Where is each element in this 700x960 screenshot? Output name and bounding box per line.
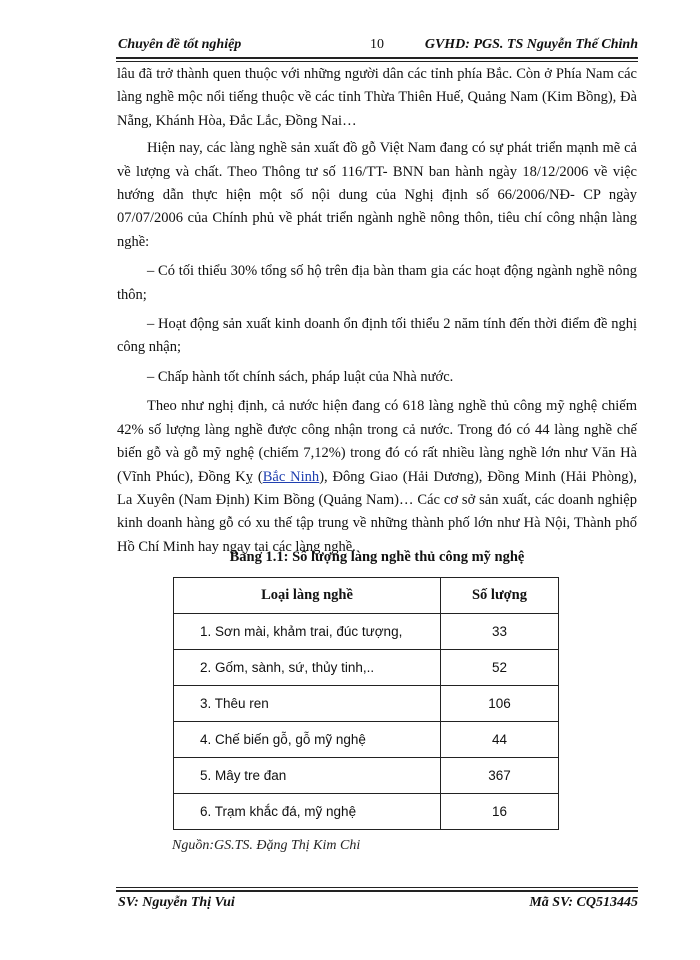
footer-student-name: SV: Nguyễn Thị Vui bbox=[118, 895, 235, 910]
paragraph-3-text-a: Theo như nghị định, cả nước hiện đang có 618 làng nghề thủ công mỹ nghệ chiếm 42% số lượng làng nghề được công nhận trong cả nước. Trong đó có 44 làng nghề chế biến gỗ và gỗ mỹ nghệ (chiếm 7,12%) trong đó có rất nhiều làng nghề lớn như Văn Hà (Vĩnh Phúc), Đồng Kỵ ( bbox=[117, 398, 637, 485]
row-type: 6. Trạm khắc đá, mỹ nghệ bbox=[174, 794, 441, 830]
row-count: 16 bbox=[441, 794, 559, 830]
header-rule-thick bbox=[116, 57, 638, 59]
paragraph-3 bbox=[117, 395, 637, 559]
page-footer bbox=[118, 895, 638, 911]
criteria-item-1: – Có tối thiểu 30% tổng số hộ trên địa bàn tham gia các hoạt động ngành nghề nông thôn; bbox=[117, 263, 637, 303]
page-number: 10 bbox=[370, 37, 384, 52]
table-caption: Bảng 1.1: Số lượng làng nghề thủ công mỹ nghệ bbox=[229, 549, 525, 565]
table-row bbox=[174, 722, 559, 758]
header-rule-thin bbox=[116, 61, 638, 62]
paragraph-2: Hiện nay, các làng nghề sản xuất đồ gỗ Việt Nam đang có sự phát triển mạnh mẽ cả về lượng và chất. Theo Thông tư số 116/TT- BNN ban hành ngày 18/12/2006 về việc hướng dẫn thực hiện một số nội dung của Nghị định số 66/2006/NĐ- CP ngày 07/07/2006 của Chính phủ về phát triển ngành nghề nông thôn, tiêu chí công nhận làng nghề: bbox=[117, 140, 637, 250]
page-header bbox=[118, 33, 638, 55]
header-title: Chuyên đề tốt nghiệp bbox=[118, 37, 242, 52]
row-count: 52 bbox=[441, 650, 559, 686]
row-type: 1. Sơn mài, khảm trai, đúc tượng, bbox=[174, 614, 441, 650]
table-row bbox=[174, 686, 559, 722]
row-count: 44 bbox=[441, 722, 559, 758]
footer-rule-thin bbox=[116, 887, 638, 888]
footer-student-id: Mã SV: CQ513445 bbox=[529, 895, 638, 910]
paragraph-3-text-b: ), Đông Giao (Hải Dương), Đồng Minh (Hải Phòng), La Xuyên (Nam Định) Kim Bồng (Quảng Nam)… Các cơ sở sản xuất, các doanh nghiệp kinh doanh hàng gỗ có xu thế tập trung về những thành phố lớn như Hà Nội, Thành phố Hồ Chí Minh hay ngay tại các làng nghề. bbox=[117, 468, 637, 555]
column-header-type: Loại làng nghề bbox=[174, 578, 441, 614]
table-row bbox=[174, 614, 559, 650]
header-supervisor: GVHD: PGS. TS Nguyễn Thế Chinh bbox=[424, 37, 638, 52]
table-header-row bbox=[174, 578, 559, 614]
paragraph-1: lâu đã trở thành quen thuộc với những người dân các tỉnh phía Bắc. Còn ở Phía Nam các làng nghề mộc nổi tiếng thuộc về các tỉnh Thừa Thiên Huế, Quảng Nam (Kim Bồng), Đà Nẵng, Khánh Hòa, Đắc Lắc, Đồng Nai… bbox=[117, 66, 637, 129]
document-body bbox=[117, 63, 637, 559]
table-row bbox=[174, 758, 559, 794]
row-type: 4. Chế biến gỗ, gỗ mỹ nghệ bbox=[174, 722, 441, 758]
row-type: 2. Gốm, sành, sứ, thủy tinh,.. bbox=[174, 650, 441, 686]
table-row bbox=[174, 650, 559, 686]
row-type: 3. Thêu ren bbox=[174, 686, 441, 722]
footer-rule-thick bbox=[116, 890, 638, 892]
criteria-item-3: – Chấp hành tốt chính sách, pháp luật của Nhà nước. bbox=[147, 368, 454, 385]
craft-village-table bbox=[173, 577, 559, 830]
column-header-count: Số lượng bbox=[441, 578, 559, 614]
bac-ninh-link[interactable]: Bắc Ninh bbox=[262, 468, 320, 485]
row-count: 33 bbox=[441, 614, 559, 650]
table-source: Nguồn:GS.TS. Đặng Thị Kim Chi bbox=[172, 838, 361, 853]
row-count: 367 bbox=[441, 758, 559, 794]
row-type: 5. Mây tre đan bbox=[174, 758, 441, 794]
row-count: 106 bbox=[441, 686, 559, 722]
table-row bbox=[174, 794, 559, 830]
criteria-item-2: – Hoạt động sản xuất kinh doanh ổn định tối thiểu 2 năm tính đến thời điểm đề nghị công nhận; bbox=[117, 316, 637, 356]
